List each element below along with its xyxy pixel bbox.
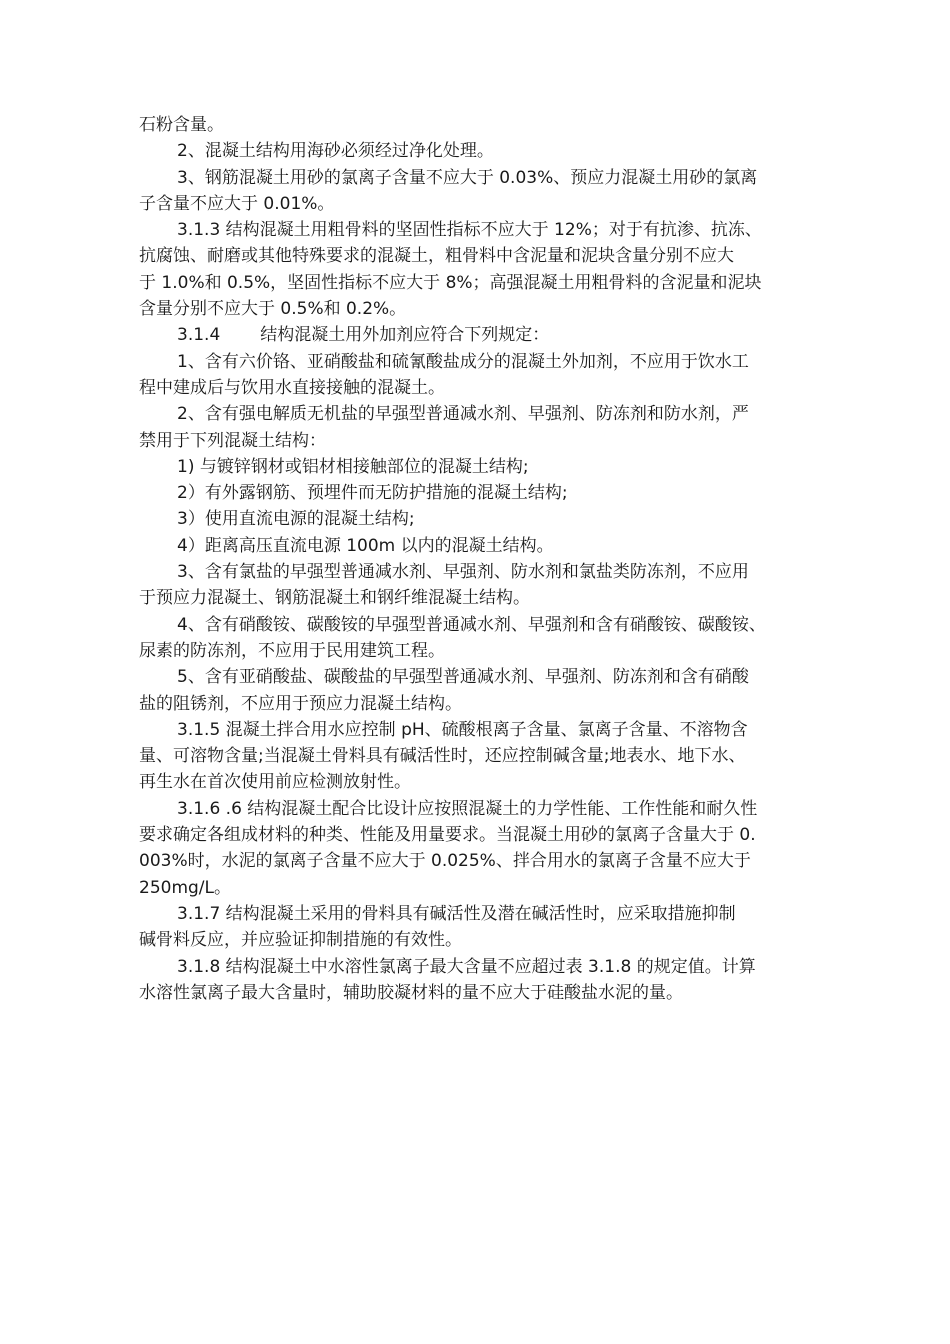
text-line: 250mg/L。: [139, 877, 231, 898]
text-line: 程中建成后与饮用水直接接触的混凝土。: [139, 377, 445, 398]
text-line: 2、混凝土结构用海砂必须经过净化处理。: [177, 141, 494, 162]
text-line: 3.1.8 结构混凝土中水溶性氯离子最大含量不应超过表 3.1.8 的规定值。计算: [177, 956, 756, 977]
text-line: 禁用于下列混凝土结构：: [139, 430, 326, 451]
text-line: 再生水在首次使用前应检测放射性。: [139, 772, 411, 793]
text-line: 003%时，水泥的氯离子含量不应大于 0.025%、拌合用水的氯离子含量不应大于: [139, 851, 751, 872]
text-line: 3）使用直流电源的混凝土结构;: [177, 509, 415, 530]
text-line: 3、含有氯盐的早强型普通减水剂、早强剂、防水剂和氯盐类防冻剂，不应用: [177, 562, 749, 583]
text-line: 3.1.7 结构混凝土采用的骨料具有碱活性及潜在碱活性时，应采取措施抑制: [177, 903, 736, 924]
text-line: 4、含有硝酸铵、碳酸铵的早强型普通减水剂、早强剂和含有硝酸铵、碳酸铵、: [177, 614, 766, 635]
clause-text: 结构混凝土用外加剂应符合下列规定：: [260, 325, 550, 346]
text-line: 3、钢筋混凝土用砂的氯离子含量不应大于 0.03%、预应力混凝土用砂的氯离: [177, 167, 758, 188]
text-line: 3.1.6 .6 结构混凝土配合比设计应按照混凝土的力学性能、工作性能和耐久性: [177, 798, 758, 819]
clause-number: 3.1.4: [177, 325, 221, 346]
text-line: 含量分别不应大于 0.5%和 0.2%。: [139, 299, 407, 320]
text-line: 3.1.3 结构混凝土用粗骨料的坚固性指标不应大于 12%；对于有抗渗、抗冻、: [177, 220, 762, 241]
text-line: 盐的阻锈剂，不应用于预应力混凝土结构。: [139, 693, 462, 714]
text-line: 于 1.0%和 0.5%，坚固性指标不应大于 8%；高强混凝土用粗骨料的含泥量和泥块: [139, 272, 762, 293]
text-line: 尿素的防冻剂，不应用于民用建筑工程。: [139, 640, 445, 661]
text-line: 5、含有亚硝酸盐、碳酸盐的早强型普通减水剂、早强剂、防冻剂和含有硝酸: [177, 667, 749, 688]
text-line: 要求确定各组成材料的种类、性能及用量要求。当混凝土用砂的氯离子含量大于 0.: [139, 825, 756, 846]
text-line: 2）有外露钢筋、预埋件而无防护措施的混凝土结构;: [177, 483, 568, 504]
text-line: 2、含有强电解质无机盐的早强型普通减水剂、早强剂、防冻剂和防水剂，严: [177, 404, 749, 425]
text-line: 于预应力混凝土、钢筋混凝土和钢纤维混凝土结构。: [139, 588, 530, 609]
text-line: 量、可溶物含量;当混凝土骨料具有碱活性时，还应控制碱含量;地表水、地下水、: [139, 746, 746, 767]
text-line: 子含量不应大于 0.01%。: [139, 193, 335, 214]
text-line: 1、含有六价铬、亚硝酸盐和硫氰酸盐成分的混凝土外加剂，不应用于饮水工: [177, 351, 749, 372]
text-line: 1) 与镀锌钢材或铝材相接触部位的混凝土结构;: [177, 456, 529, 477]
document-body: [139, 112, 829, 1006]
text-line: 抗腐蚀、耐磨或其他特殊要求的混凝土，粗骨料中含泥量和泥块含量分别不应大: [139, 246, 734, 267]
text-line: [139, 322, 829, 348]
text-line: 3.1.5 混凝土拌合用水应控制 pH、硫酸根离子含量、氯离子含量、不溶物含: [177, 719, 748, 740]
text-line: 4）距离高压直流电源 100m 以内的混凝土结构。: [177, 535, 554, 556]
text-line: 碱骨料反应，并应验证抑制措施的有效性。: [139, 930, 462, 951]
text-line: 石粉含量。: [139, 115, 224, 135]
text-line: 水溶性氯离子最大含量时，辅助胶凝材料的量不应大于硅酸盐水泥的量。: [139, 982, 683, 1003]
